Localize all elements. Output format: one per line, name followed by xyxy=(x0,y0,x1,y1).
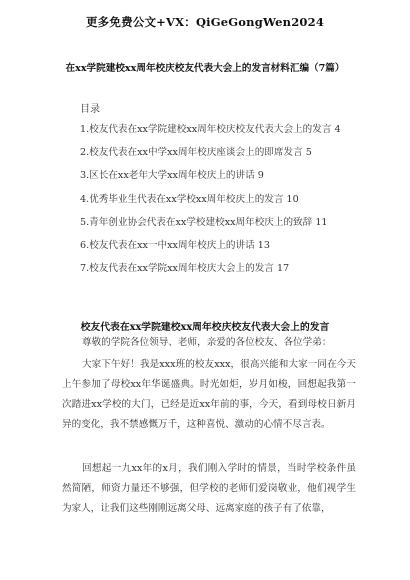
body-block-2 xyxy=(62,459,356,519)
body-block-1 xyxy=(62,355,356,435)
greeting-paragraph: 尊敬的学院各位领导、老师，亲爱的各位校友、各位学弟： xyxy=(82,337,332,348)
toc-item[interactable]: 5.青年创业协会代表在xx学校建校xx周年校庆上的致辞 11 xyxy=(80,216,328,228)
toc-item[interactable]: 6.校友代表在xx一中xx周年校庆上的讲话 13 xyxy=(80,239,270,251)
greeting-block xyxy=(62,333,356,353)
table-of-contents xyxy=(80,118,380,280)
promo-banner: 更多免费公文+VX：QiGeGongWen2024 xyxy=(85,15,325,29)
toc-item[interactable]: 7.校友代表在xx学院xx周年校庆大会上的发言 17 xyxy=(80,263,290,275)
toc-item[interactable]: 3.区长在xx老年大学xx周年校庆上的讲话 9 xyxy=(80,170,264,182)
toc-item[interactable]: 2.校友代表在xx中学xx周年校庆座谈会上的即席发言 5 xyxy=(80,147,312,159)
body-paragraph: 回想起一九xx年的x月，我们刚入学时的情景，当时学校条件虽然简陋，师资力量还不够强，但学校的老师们爱岗敬业，他们视学生为家人，让我们这些刚刚远离父母、远离家庭的孩子有了依靠， xyxy=(62,463,356,514)
document-title: 在xx学院建校xx周年校庆校友代表大会上的发言材料汇编（7篇） xyxy=(65,63,345,74)
toc-heading: 目录 xyxy=(80,104,100,115)
body-paragraph: 大家下午好！我是xxx班的校友xxx，很高兴能和大家一同在今天上午参加了母校xx年华诞盛典。时光如炬，岁月如梭，回想起我第一次踏进xx学校的大门，已经是近xx年前的事，今天，看到母校日新月异的变化，我不禁感慨万千，这种喜悦、激动的心情不尽言表。 xyxy=(62,359,356,430)
section-title: 校友代表在xx学院建校xx周年校庆校友代表大会上的发言 xyxy=(80,322,330,333)
toc-item[interactable]: 4.优秀毕业生代表在xx学校xx周年校庆上的发言 10 xyxy=(80,193,299,205)
toc-item[interactable]: 1.校友代表在xx学院建校xx周年校庆校友代表大会上的发言 4 xyxy=(80,124,341,135)
